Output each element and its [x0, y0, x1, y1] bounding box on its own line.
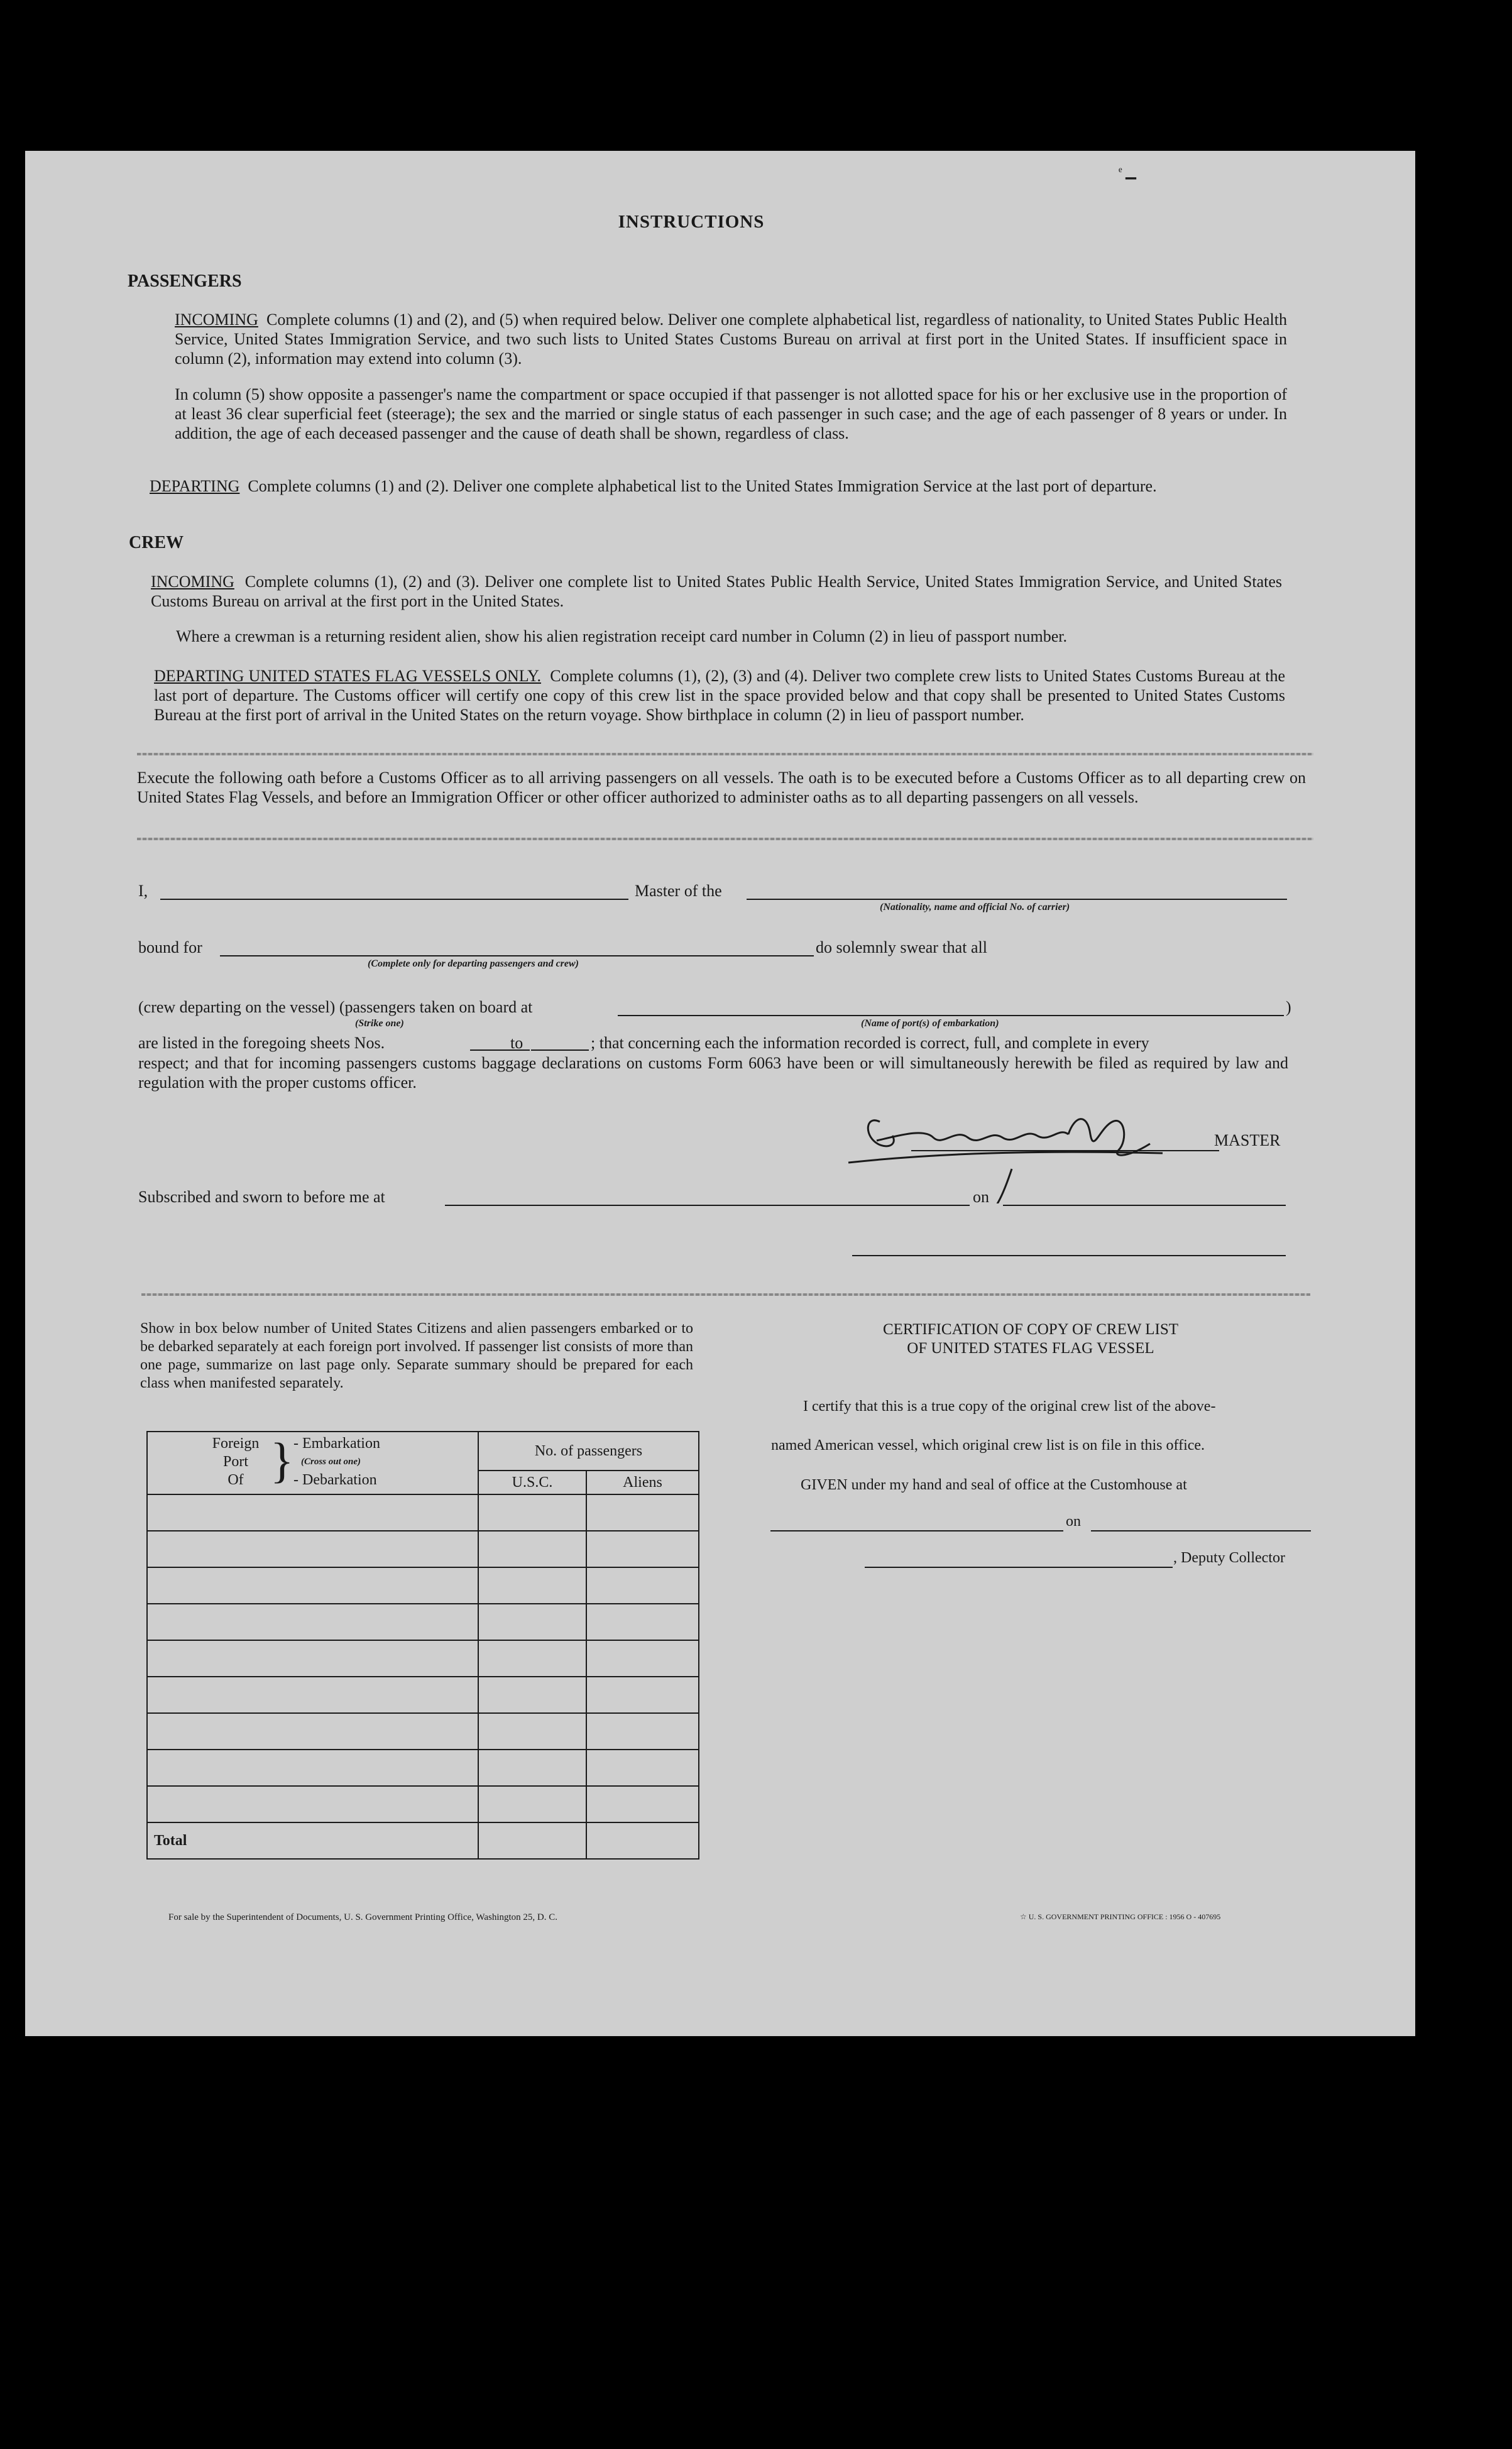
crew-resident-paragraph: Where a crewman is a returning resident alien, show his alien registration receipt card number in Column (2) in lieu of passport number. — [176, 627, 1068, 645]
listed-text-1: are listed in the foregoing sheets Nos. — [138, 1034, 385, 1052]
officer-signature-line[interactable] — [852, 1255, 1286, 1256]
sworn-place-line[interactable] — [445, 1205, 970, 1206]
usc-cell[interactable] — [478, 1786, 586, 1822]
usc-cell[interactable] — [478, 1567, 586, 1604]
sworn-date-line[interactable] — [1003, 1205, 1286, 1206]
certification-heading-1: CERTIFICATION OF COPY OF CREW LIST — [882, 1321, 1179, 1338]
aliens-cell[interactable] — [586, 1677, 699, 1713]
master-name-line[interactable] — [160, 899, 628, 900]
crew-departing-paragraph — [154, 666, 1285, 725]
oath-intro: Execute the following oath before a Customs Officer as to all arriving passengers on all vessels. The oath is to be executed before a Customs Officer as to all departing crew on United States Flag Vessels, and before an Immigration Officer or other officer authorized to administer oaths as to all departing passengers on all vessels. — [137, 769, 1306, 806]
certification-heading-2: OF UNITED STATES FLAG VESSEL — [907, 1340, 1154, 1357]
certification-date-line[interactable] — [1091, 1530, 1311, 1531]
aliens-cell[interactable] — [586, 1494, 699, 1531]
given-text: GIVEN under my hand and seal of office at the Customhouse at — [801, 1477, 1187, 1493]
crew-incoming-text: Complete columns (1), (2) and (3). Deliver one complete list to United States Public Health Service, United States Immigration Service, and United States Customs Bureau on arrival at the first port in the United States. — [151, 573, 1282, 610]
passengers-incoming-paragraph — [175, 310, 1287, 368]
certify-text-2: named American vessel, which original crew list is on file in this office. — [771, 1437, 1205, 1454]
corner-mark: ᵉ ▁ — [1119, 163, 1137, 179]
total-row — [147, 1822, 699, 1859]
bound-caption: (Complete only for departing passengers and crew) — [368, 958, 579, 969]
table-row — [147, 1677, 699, 1713]
certify-text-1: I certify that this is a true copy of the original crew list of the above- — [803, 1398, 1216, 1415]
carrier-line[interactable] — [747, 899, 1287, 900]
brace-glyph: } — [270, 1433, 294, 1487]
carrier-caption: (Nationality, name and official No. of carrier) — [880, 902, 1070, 912]
respect-text: respect; and that for incoming passengers customs baggage declarations on customs Form 6063 have been or will simultaneously herewith be filed as required by law and regulation with the proper customs officer. — [138, 1054, 1288, 1092]
port-cell[interactable] — [147, 1531, 478, 1567]
usc-cell[interactable] — [478, 1531, 586, 1567]
passengers-column5-paragraph: In column (5) show opposite a passenger's name the compartment or space occupied if that passenger is not allotted space for his or her exclusive use in the proportion of at least 36 clear superficial feet (steerage); the sex and the married or single status of each passenger in such case; and the age of each passenger of 8 years or under. In addition, the age of each deceased passenger and the cause of death shall be shown, regardless of class. — [175, 385, 1287, 442]
aliens-cell[interactable] — [586, 1531, 699, 1567]
master-label: MASTER — [1214, 1131, 1281, 1149]
document-page — [25, 151, 1415, 2036]
aliens-cell[interactable] — [586, 1750, 699, 1786]
port-cell[interactable] — [147, 1713, 478, 1750]
foreign-port-header — [147, 1432, 478, 1494]
port-cell[interactable] — [147, 1604, 478, 1640]
port-cell[interactable] — [147, 1750, 478, 1786]
usc-cell[interactable] — [478, 1677, 586, 1713]
usc-cell[interactable] — [478, 1494, 586, 1531]
table-row — [147, 1494, 699, 1531]
port-cell[interactable] — [147, 1677, 478, 1713]
sheet-to-line[interactable] — [531, 1049, 589, 1051]
deputy-collector-label: , Deputy Collector — [1173, 1550, 1285, 1566]
page-title: INSTRUCTIONS — [618, 212, 765, 232]
aliens-header: Aliens — [586, 1471, 699, 1494]
aliens-total-cell[interactable] — [586, 1822, 699, 1859]
passengers-incoming-text: Complete columns (1) and (2), and (5) when required below. Deliver one complete alphabetical list, regardless of nationality, to United States Public Health Service, United States Immigration Service, and two such lists to United States Customs Bureau on arrival at first port in the United States. If insufficient space in column (2), information may extend into column (3). — [175, 310, 1287, 368]
oath-i-label: I, — [138, 882, 148, 900]
port-cell[interactable] — [147, 1640, 478, 1677]
passengers-incoming-label: INCOMING — [175, 310, 258, 329]
port-cell[interactable] — [147, 1494, 478, 1531]
bound-for-label: bound for — [138, 938, 202, 956]
aliens-cell[interactable] — [586, 1640, 699, 1677]
passengers-heading: PASSENGERS — [128, 271, 242, 291]
usc-cell[interactable] — [478, 1604, 586, 1640]
footer-left: For sale by the Superintendent of Documents, U. S. Government Printing Office, Washington 25, D. C. — [168, 1912, 557, 1922]
usc-total-cell[interactable] — [478, 1822, 586, 1859]
aliens-cell[interactable] — [586, 1786, 699, 1822]
passengers-departing-paragraph — [150, 476, 1287, 496]
crew-passengers-text: (crew departing on the vessel) (passengers taken on board at — [138, 998, 533, 1016]
divider — [141, 1293, 1310, 1296]
table-row — [147, 1604, 699, 1640]
table-row — [147, 1531, 699, 1567]
table-row — [147, 1640, 699, 1677]
embarkation-port-line[interactable] — [618, 1015, 1284, 1016]
usc-header: U.S.C. — [478, 1471, 586, 1494]
no-of-passengers-header: No. of passengers — [478, 1432, 699, 1471]
sworn-on-label: on — [973, 1188, 989, 1206]
table-row — [147, 1786, 699, 1822]
port-cell[interactable] — [147, 1786, 478, 1822]
port-cell[interactable] — [147, 1567, 478, 1604]
aliens-cell[interactable] — [586, 1604, 699, 1640]
total-label: Total — [147, 1822, 478, 1859]
port-caption: (Name of port(s) of embarkation) — [861, 1018, 999, 1029]
foreign-label: Foreign — [212, 1435, 260, 1452]
listed-text-2: ; that concerning each the information recorded is correct, full, and complete in every — [591, 1034, 1149, 1052]
crew-departing-label: DEPARTING UNITED STATES FLAG VESSELS ONLY. — [154, 667, 542, 685]
close-paren: ) — [1286, 998, 1291, 1016]
aliens-cell[interactable] — [586, 1713, 699, 1750]
strike-caption: (Strike one) — [355, 1018, 404, 1029]
passengers-departing-text: Complete columns (1) and (2). Deliver one complete alphabetical list to the United States Immigration Service at the last port of departure. — [248, 477, 1157, 495]
crew-incoming-label: INCOMING — [151, 573, 234, 591]
port-label: Port — [222, 1454, 248, 1470]
aliens-cell[interactable] — [586, 1567, 699, 1604]
crew-departing-text: Complete columns (1), (2), (3) and (4). Deliver two complete crew lists to United States Customs Bureau at the last port of departure. The Customs officer will certify one copy of this crew list in the space provided below and that copy shall be presented to United States Customs Bureau at the first port of arrival in the United States on the return voyage. Show birthplace in column (2) in lieu of passport number. — [154, 667, 1286, 724]
divider — [137, 838, 1313, 840]
of-label: Of — [227, 1472, 244, 1488]
to-label: to — [510, 1034, 523, 1052]
table-row — [147, 1567, 699, 1604]
footer-right: ☆ U. S. GOVERNMENT PRINTING OFFICE : 1956 O - 407695 — [1020, 1912, 1221, 1921]
usc-cell[interactable] — [478, 1640, 586, 1677]
table-row — [147, 1750, 699, 1786]
certification-on-label: on — [1066, 1513, 1081, 1530]
deputy-collector-line[interactable] — [865, 1567, 1173, 1568]
destination-line[interactable] — [220, 955, 814, 956]
master-of-label: Master of the — [635, 882, 722, 900]
swear-text: do solemnly swear that all — [816, 938, 987, 956]
passenger-summary-table — [146, 1431, 699, 1860]
embarkation-label: - Embarkation — [293, 1435, 380, 1452]
crew-heading: CREW — [129, 533, 184, 552]
summary-instructions: Show in box below number of United States Citizens and alien passengers embarked or to be debarked separately at each foreign port involved. If passenger list consists of more than one page, summarize on last page only. Separate summary should be prepared for each class when manifested separately. — [140, 1320, 693, 1391]
master-signature — [773, 1078, 1213, 1203]
cross-out-caption: (Cross out one) — [301, 1457, 361, 1467]
usc-cell[interactable] — [478, 1713, 586, 1750]
crew-incoming-paragraph — [151, 572, 1282, 611]
divider — [137, 753, 1313, 755]
customhouse-line[interactable] — [770, 1530, 1063, 1531]
usc-cell[interactable] — [478, 1750, 586, 1786]
debarkation-label: - Debarkation — [293, 1472, 377, 1488]
subscribed-label: Subscribed and sworn to before me at — [138, 1188, 385, 1206]
master-signature-line[interactable] — [911, 1150, 1219, 1151]
table-row — [147, 1713, 699, 1750]
passengers-departing-label: DEPARTING — [150, 477, 240, 495]
